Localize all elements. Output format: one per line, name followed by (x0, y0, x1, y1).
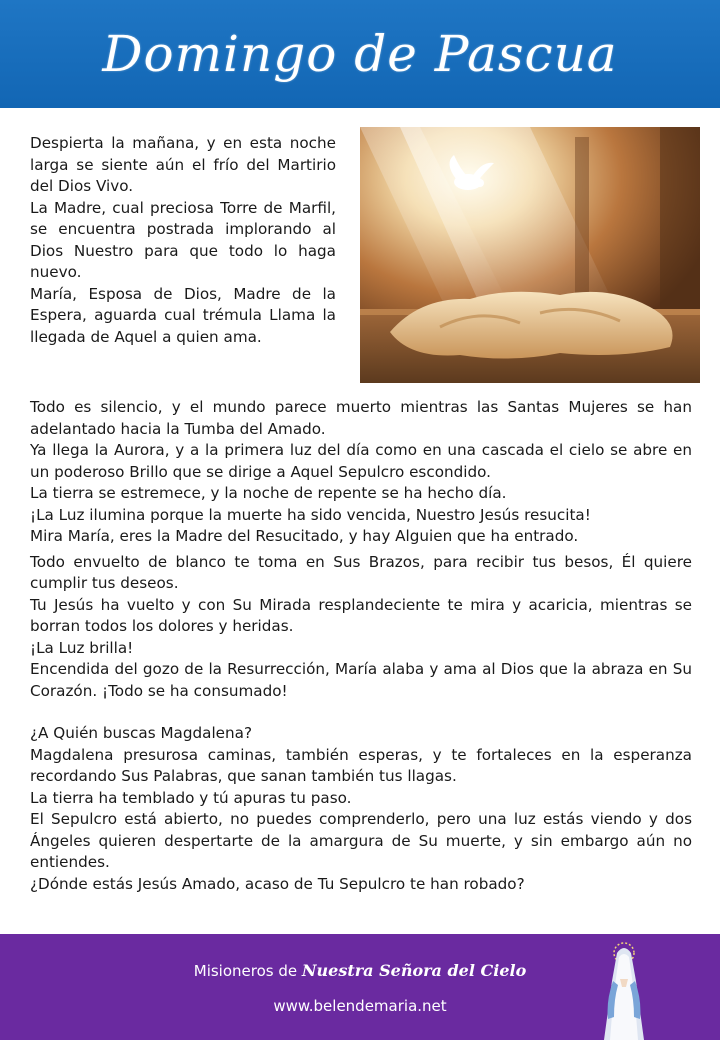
header-banner (0, 0, 720, 108)
paragraph: Todo es silencio, y el mundo parece muerto mientras las Santas Mujeres se han adelantado hacia la Tumba del Amado. (30, 398, 692, 438)
footer-prefix: Misioneros de (193, 962, 302, 980)
paragraph: ¡La Luz ilumina porque la muerte ha sido vencida, Nuestro Jesús resucita! (30, 505, 591, 524)
intro-text (30, 133, 336, 348)
paragraph: Despierta la mañana, y en esta noche larga se siente aún el frío del Martirio del Dios Vivo. (30, 134, 336, 195)
mission-name: Nuestra Señora del Cielo (301, 961, 527, 980)
paragraph: María, Esposa de Dios, Madre de la Espera, aguarda cual trémula Llama la llegada de Aquel a quien ama. (30, 284, 336, 346)
page-title: Domingo de Pascua (102, 25, 618, 83)
paragraph: La tierra ha temblado y tú apuras tu paso. (30, 788, 352, 807)
paragraph: Mira María, eres la Madre del Resucitado, y hay Alguien que ha entrado. (30, 527, 579, 545)
website-link[interactable]: www.belendemaria.net (273, 997, 447, 1015)
paragraph: La Madre, cual preciosa Torre de Marfil, se encuentra postrada implorando al Dios Nuestro para que todo lo haga nuevo. (30, 198, 336, 281)
virgin-mary-icon (600, 941, 648, 1040)
body-text (30, 397, 692, 895)
paragraph: Todo envuelto de blanco te toma en Sus Brazos, para recibir tus besos, Él quiere cumplir tus deseos. (30, 552, 692, 592)
paragraph: ¡La Luz brilla! (30, 638, 134, 657)
tomb-light-photo (360, 127, 700, 383)
paragraph: ¿Dónde estás Jesús Amado, acaso de Tu Sepulcro te han robado? (30, 874, 525, 893)
paragraph: Ya llega la Aurora, y a la primera luz del día como en una cascada el cielo se abre en un poderoso Brillo que se dirige a Aquel Sepulcro escondido. (30, 441, 692, 481)
paragraph: La tierra se estremece, y la noche de repente se ha hecho día. (30, 484, 507, 502)
paragraph: El Sepulcro está abierto, no puedes comprenderlo, pero una luz estás viendo y dos Ángeles quieren despertarte de la amargura de Su muerte, y sin embargo aún no entiendes. (30, 810, 692, 871)
paragraph: Tu Jesús ha vuelto y con Su Mirada resplandeciente te mira y acaricia, mientras se borran todos los dolores y heridas. (30, 595, 692, 635)
paragraph: Encendida del gozo de la Resurrección, María alaba y ama al Dios que la abraza en Su Corazón. ¡Todo se ha consumado! (30, 660, 692, 700)
paragraph: ¿A Quién buscas Magdalena? (30, 724, 253, 742)
paragraph: Magdalena presurosa caminas, también esperas, y te fortaleces en la esperanza recordando Sus Palabras, que sanan también tus llagas. (30, 745, 692, 785)
